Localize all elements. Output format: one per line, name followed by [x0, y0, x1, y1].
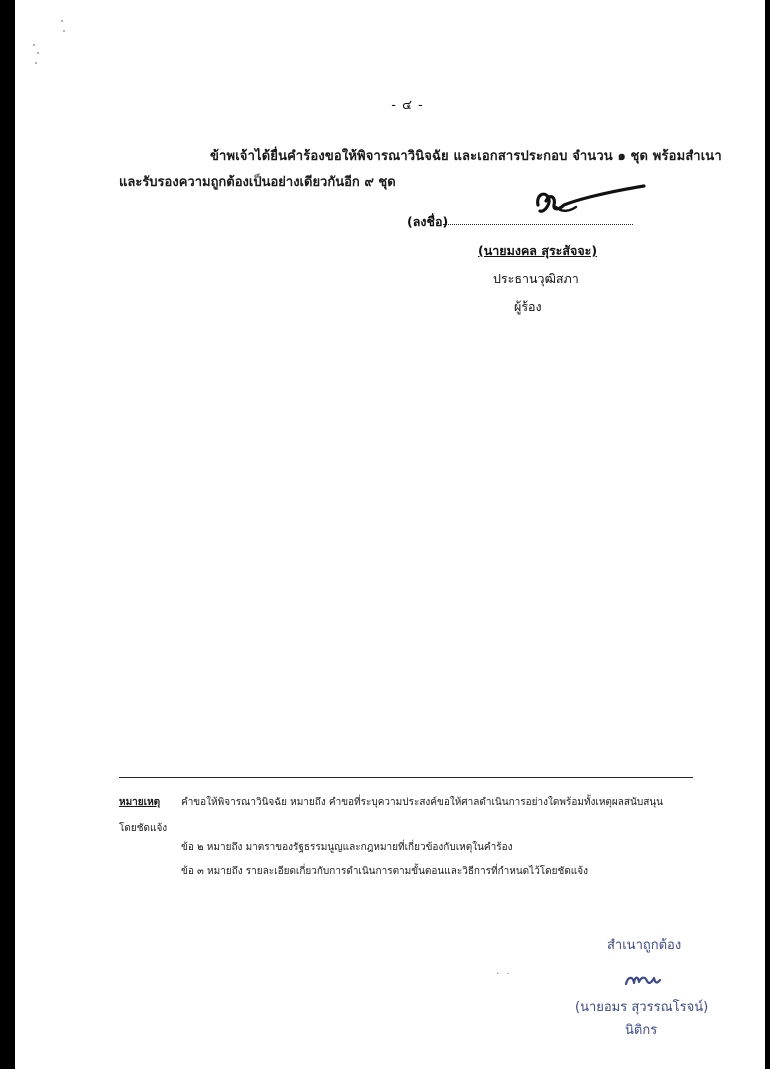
notes-item-2: ข้อ ๓ หมายถึง รายละเอียดเกี่ยวกับการดำเนินการตามขั้นตอนและวิธีการที่กำหนดไว้โดยชัดแจ้ง [181, 866, 588, 877]
document-page [15, 0, 765, 1069]
scan-dots: . . [496, 966, 512, 977]
speck [61, 20, 63, 22]
notes-label: หมายเหตุ [119, 797, 161, 808]
signature-dotted-line [443, 224, 633, 225]
speck [63, 30, 65, 32]
scan-specks [31, 18, 71, 68]
body-line-1: ข้าพเจ้าได้ยื่นคำร้องขอให้พิจารณาวินิจฉัย และเอกสารประกอบ จำนวน ๑ ชุด พร้อมสำเนา [210, 149, 722, 164]
notes-line-2: โดยชัดแจ้ง [119, 823, 168, 834]
certification-text: สำเนาถูกต้อง [607, 938, 682, 953]
notes-line-1: คำขอให้พิจารณาวินิจฉัย หมายถึง คำขอที่ระบุความประสงค์ขอให้ศาลดำเนินการอย่างใดพร้อมทั้งเหตุผลสนับสนุน [181, 797, 663, 808]
signer-title: ประธานวุฒิสภา [493, 271, 579, 286]
page-number: - ๔ - [391, 98, 424, 113]
signer-name: (นายมงคล สุระสัจจะ) [478, 243, 598, 258]
certification-role: นิติกร [625, 1023, 658, 1038]
handwritten-signature [530, 183, 650, 223]
notes-item-1: ข้อ ๒ หมายถึง มาตราของรัฐธรรมนูญและกฎหมายที่เกี่ยวข้องกับเหตุในคำร้อง [181, 842, 513, 853]
speck [33, 44, 35, 46]
signer-role: ผู้ร้อง [514, 299, 542, 314]
certification-name: (นายอมร สุวรรณโรจน์) [575, 1000, 709, 1015]
signature-label: (ลงชื่อ) [407, 214, 449, 229]
speck [35, 62, 37, 64]
speck [37, 52, 39, 54]
footnote-divider [119, 777, 693, 778]
certification-signature [623, 970, 663, 990]
body-line-2: และรับรองความถูกต้องเป็นอย่างเดียวกันอีก ๙ ชุด [119, 175, 396, 190]
